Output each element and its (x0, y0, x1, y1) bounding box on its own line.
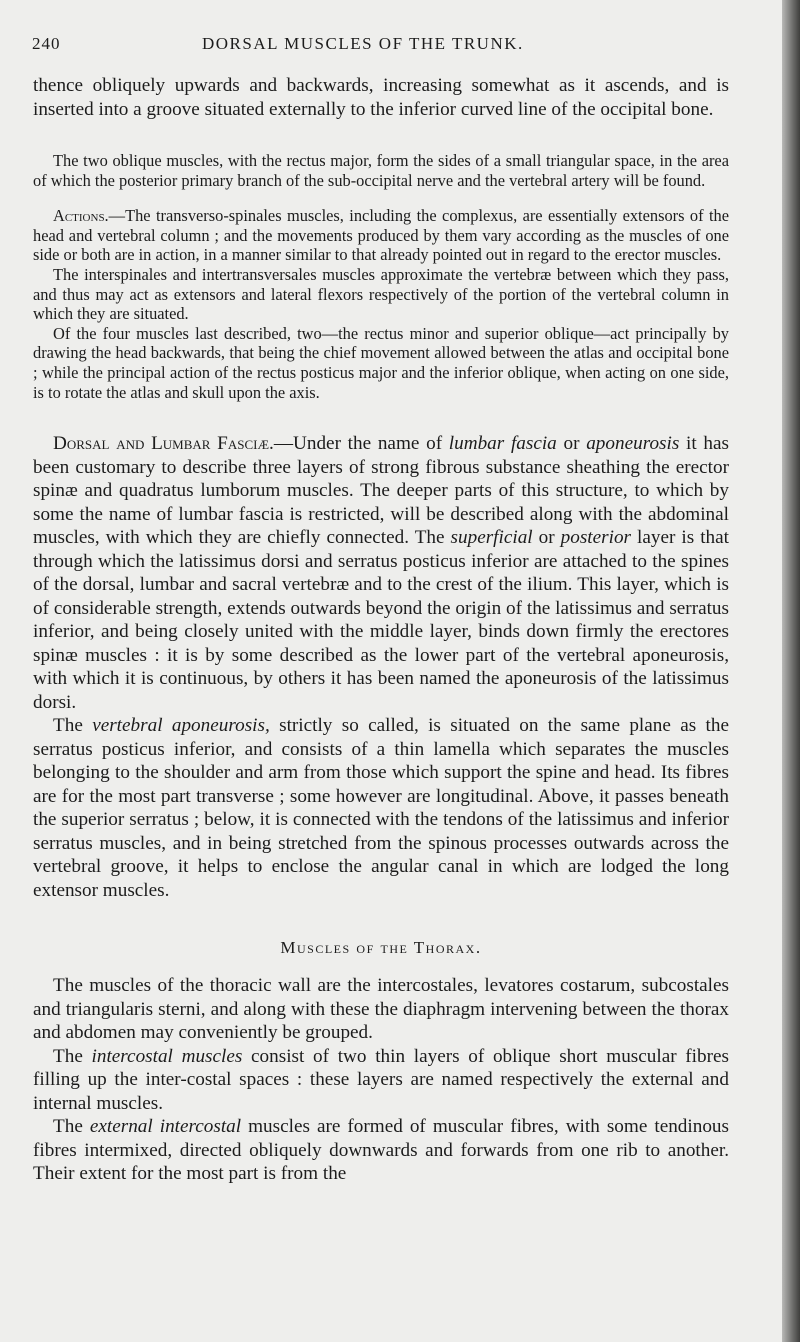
external-text-b: muscles are formed of muscular fibres, with some tendinous fibres intermixed, directed obliquely downwards and forwards from one rib to another. Their extent for the most part is from the (33, 1116, 729, 1185)
fasciae-text-e: layer is that through which the latissimus dorsi and serratus posticus inferior are attached to the spines of the dorsal, lumbar and sacral vertebræ and to the crest of the ilium. This layer, which is of considerable strength, extends outwards beyond the origin of the latissimus and serratus inferior, and being closely united with the middle layer, binds down firmly the erectores spinæ muscles : it is by some described as the lower part of the vertebral aponeurosis, with which it is continuous, by others it has been named the aponeurosis of the latissimus dorsi. (33, 527, 730, 713)
section-heading-thorax: Muscles of the Thorax. (280, 938, 482, 958)
fasciae-text-a: —Under the name of (273, 433, 449, 455)
page-number: 240 (32, 34, 61, 53)
running-head-title: DORSAL MUSCLES OF THE TRUNK. (202, 34, 524, 53)
paragraph-actions (33, 206, 729, 265)
actions-text: —The transverso-spinales muscles, including the complexus, are essentially extensors of the head and vertebral column ; and the movements produced by them vary according as the muscles of one side or both are in action, in a manner similar to that already pointed out in regard to the erector muscles. (33, 206, 729, 265)
page-body (33, 74, 729, 1186)
paragraph-interspinales: The interspinales and intertransversales muscles approximate the vertebræ between which they pass, and thus may act as extensors and lateral flexors respectively of the portion of the vertebral column in which they are situated. (33, 264, 729, 324)
paragraph-dorsal-lumbar-fasciae (33, 432, 729, 714)
running-head (32, 34, 732, 56)
fasciae-heading: Dorsal and Lumbar Fasciæ. (53, 433, 274, 455)
external-text-a: The (53, 1116, 90, 1138)
paragraph-continuation: thence obliquely upwards and backwards, increasing somewhat as it ascends, and is inserted into a groove situated externally to the inferior curved line of the occipital bone. (33, 75, 729, 120)
paragraph-thoracic-muscles: The muscles of the thoracic wall are the intercostales, levatores costarum, subcostales and triangularis sterni, and along with these the diaphragm intervening between the thorax and abdomen may conveniently be grouped. (33, 975, 729, 1044)
intercostal-text-a: The (53, 1045, 92, 1067)
term-vertebral-aponeurosis: vertebral aponeurosis, (92, 715, 270, 737)
term-lumbar-fascia: lumbar fascia (448, 433, 557, 455)
paragraph-external-intercostal (33, 1115, 729, 1186)
term-superficial: superficial (450, 527, 533, 549)
term-intercostal-muscles: intercostal muscles (91, 1045, 243, 1067)
fasciae-text-c: it has been customary to describe three layers of strong fibrous substance sheathing the erector spinæ and quadratus lumborum muscles. The deeper parts of this structure, to which by some the name of lumbar fascia is restricted, will be described along with the abdominal muscles, with which they are chiefly connected. The (33, 433, 729, 549)
book-spine-shadow (782, 0, 800, 1342)
intercostal-text-b: consist of two thin layers of oblique short muscular fibres filling up the inter-costal spaces : these layers are named respectively the external and internal muscles. (33, 1045, 729, 1114)
paragraph-vertebral-aponeurosis (33, 714, 729, 902)
actions-heading: Actions. (53, 206, 109, 226)
paragraph-four-muscles: Of the four muscles last described, two—the rectus minor and superior oblique—act principally by drawing the head backwards, that being the chief movement allowed between the atlas and occipital bone ; while the principal action of the rectus posticus major and the inferior oblique, when acting on one side, is to rotate the atlas and skull upon the axis. (33, 323, 729, 402)
vertebral-text-a: The (53, 715, 93, 737)
paragraph-oblique-muscles: The two oblique muscles, with the rectus major, form the sides of a small triangular space, in the area of which the posterior primary branch of the sub-occipital nerve and the vertebral artery will be found. (33, 151, 729, 190)
fasciae-text-d: or (532, 527, 561, 549)
term-aponeurosis: aponeurosis (586, 433, 680, 455)
term-posterior: posterior (560, 527, 632, 549)
fasciae-text-b: or (556, 433, 587, 455)
term-external-intercostal: external intercostal (89, 1116, 242, 1138)
vertebral-text-b: strictly so called, is situated on the same plane as the serratus posticus inferior, and consists of a thin lamella which separates the muscles belonging to the shoulder and arm from those which support the spine and head. Its fibres are for the most part transverse ; some however are longitudinal. Above, it passes beneath the superior serratus ; below, it is connected with the tendons of the latissimus and inferior serratus muscles, and in being stretched from the spinous processes outwards across the vertebral groove, it helps to enclose the angular canal in which are lodged the long extensor muscles. (33, 715, 729, 901)
paragraph-intercostal (33, 1045, 729, 1116)
